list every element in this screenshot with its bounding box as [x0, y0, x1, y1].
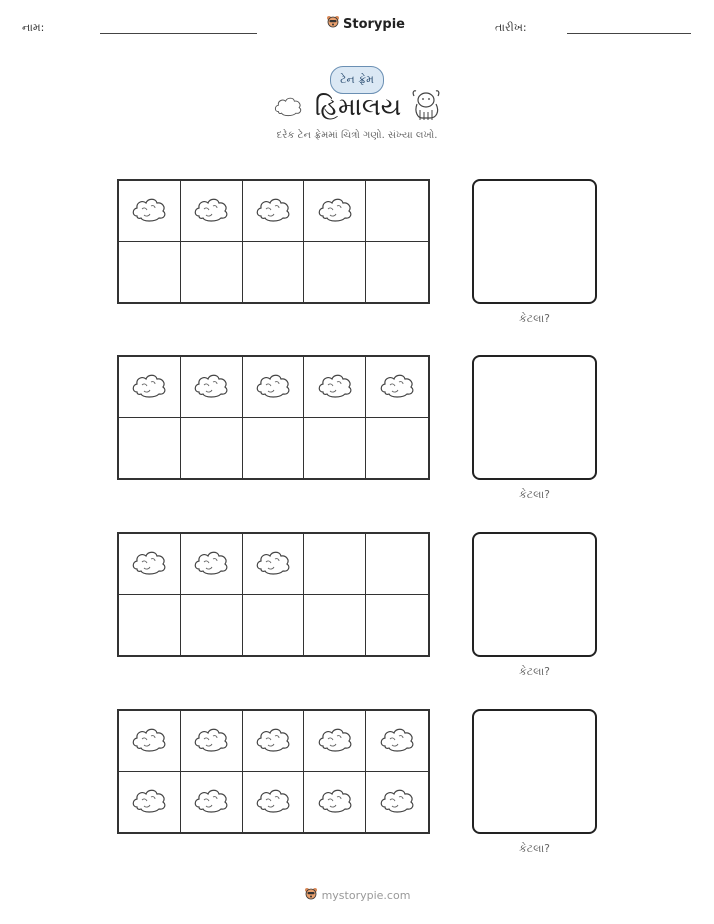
how-many-label-4: કેટલા?	[518, 842, 551, 855]
ten-frame-cell	[181, 242, 243, 303]
brand-logo	[326, 14, 405, 34]
ten-frame-cell	[181, 595, 243, 656]
cloud-icon	[253, 370, 293, 404]
cloud-icon	[253, 194, 293, 228]
ten-frame-2	[117, 355, 430, 480]
date-label: તારીખ:	[495, 21, 527, 34]
ten-frame-cell	[181, 534, 243, 595]
cloud-icon	[377, 724, 417, 758]
cloud-icon	[253, 547, 293, 581]
ten-frame-cell	[243, 357, 305, 418]
ten-frame-cell	[304, 181, 366, 242]
brand-name: Storypie	[343, 16, 405, 32]
ten-frame-cell	[181, 418, 243, 479]
bear-logo-icon	[326, 14, 340, 34]
ten-frame-cell	[366, 242, 428, 303]
ten-frame-cell	[181, 711, 243, 772]
ten-frame-cell	[119, 534, 181, 595]
ten-frame-cell	[119, 242, 181, 303]
ten-frame-cell	[366, 595, 428, 656]
cloud-icon	[315, 785, 355, 819]
ten-frame-4	[117, 709, 430, 834]
ten-frame-cell	[304, 242, 366, 303]
instructions: દરેક ટેન ફ્રેમમાં ચિત્રો ગણો. સંખ્યા લખો.	[276, 130, 438, 141]
ten-frame-cell	[243, 595, 305, 656]
cloud-icon	[191, 194, 231, 228]
date-line[interactable]	[567, 33, 691, 34]
ten-frame-cell	[119, 711, 181, 772]
cloud-icon	[191, 370, 231, 404]
cloud-icon	[253, 785, 293, 819]
cloud-icon	[191, 724, 231, 758]
ten-frame-cell	[304, 534, 366, 595]
yak-icon	[408, 88, 444, 126]
ten-frame-cell	[181, 772, 243, 833]
ten-frame-1	[117, 179, 430, 304]
cloud-icon	[272, 94, 304, 122]
answer-box-2[interactable]	[472, 355, 597, 480]
ten-frame-cell	[366, 772, 428, 833]
ten-frame-cell	[119, 357, 181, 418]
name-label: નામ:	[22, 21, 45, 34]
answer-box-4[interactable]	[472, 709, 597, 834]
ten-frame-cell	[243, 181, 305, 242]
cloud-icon	[191, 547, 231, 581]
ten-frame-cell	[304, 595, 366, 656]
page-title: હિમાલય	[314, 92, 402, 121]
ten-frame-cell	[119, 418, 181, 479]
cloud-icon	[315, 194, 355, 228]
cloud-icon	[129, 194, 169, 228]
cloud-icon	[129, 547, 169, 581]
cloud-icon	[377, 370, 417, 404]
ten-frame-cell	[119, 181, 181, 242]
name-line[interactable]	[100, 33, 257, 34]
how-many-label-1: કેટલા?	[518, 312, 551, 325]
ten-frame-cell	[119, 772, 181, 833]
cloud-icon	[315, 370, 355, 404]
ten-frame-cell	[366, 357, 428, 418]
cloud-icon	[377, 785, 417, 819]
ten-frame-cell	[181, 181, 243, 242]
ten-frame-cell	[119, 595, 181, 656]
how-many-label-3: કેટલા?	[518, 665, 551, 678]
ten-frame-cell	[304, 418, 366, 479]
footer-url[interactable]: mystorypie.com	[321, 889, 411, 902]
ten-frame-cell	[366, 181, 428, 242]
how-many-label-2: કેટલા?	[518, 488, 551, 501]
ten-frame-cell	[243, 534, 305, 595]
ten-frame-cell	[243, 242, 305, 303]
bear-logo-icon	[304, 886, 318, 905]
cloud-icon	[129, 370, 169, 404]
topic-badge: ટેન ફ્રેમ	[330, 66, 384, 94]
ten-frame-cell	[304, 357, 366, 418]
cloud-icon	[315, 724, 355, 758]
cloud-icon	[191, 785, 231, 819]
answer-box-1[interactable]	[472, 179, 597, 304]
ten-frame-cell	[366, 534, 428, 595]
footer	[0, 886, 714, 905]
ten-frame-cell	[243, 418, 305, 479]
ten-frame-cell	[243, 711, 305, 772]
answer-box-3[interactable]	[472, 532, 597, 657]
ten-frame-cell	[243, 772, 305, 833]
cloud-icon	[129, 724, 169, 758]
ten-frame-cell	[304, 711, 366, 772]
ten-frame-cell	[181, 357, 243, 418]
cloud-icon	[253, 724, 293, 758]
ten-frame-cell	[366, 418, 428, 479]
ten-frame-3	[117, 532, 430, 657]
ten-frame-cell	[366, 711, 428, 772]
cloud-icon	[129, 785, 169, 819]
ten-frame-cell	[304, 772, 366, 833]
